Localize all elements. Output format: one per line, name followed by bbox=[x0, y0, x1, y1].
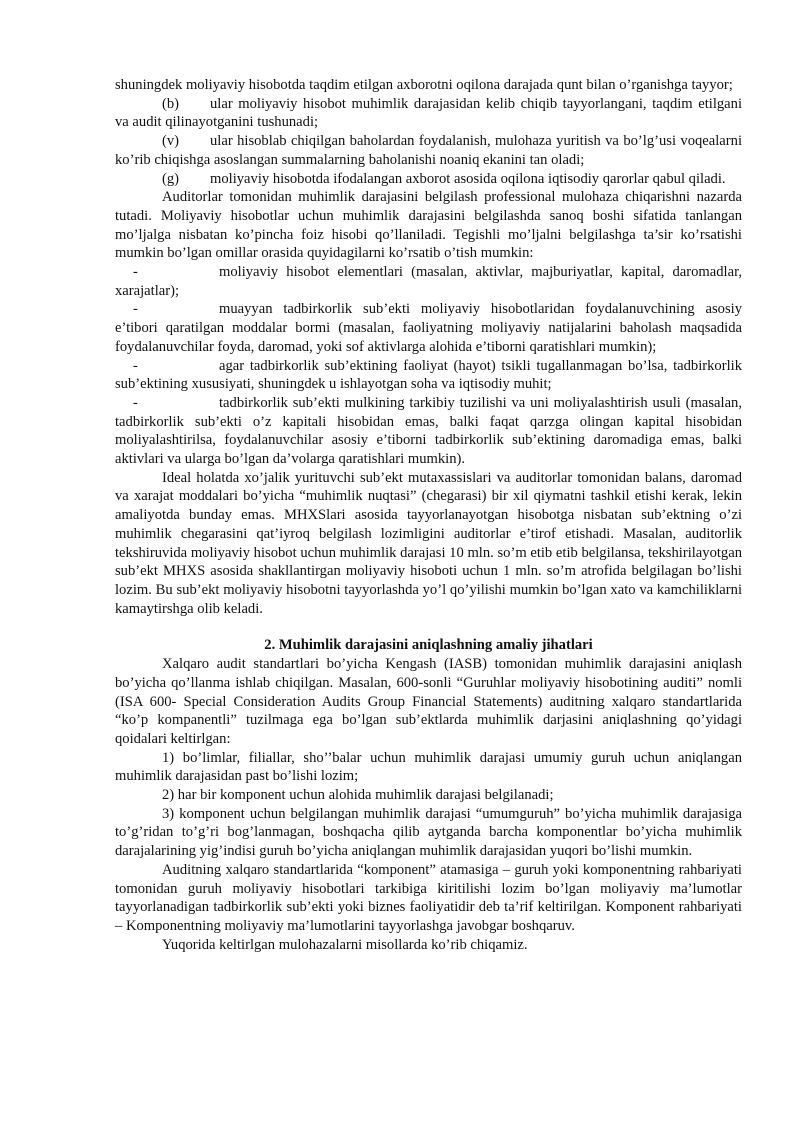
dash-marker: - bbox=[133, 264, 138, 281]
dash-item-text: moliyaviy hisobot elementlari (masalan, aktivlar, majburiyatlar, kapital, daromadlar, xarajatlar); bbox=[115, 264, 742, 299]
section-heading: 2. Muhimlik darajasini aniqlashning amaliy jihatlari bbox=[264, 637, 593, 654]
dash-item bbox=[115, 357, 742, 394]
document-page bbox=[115, 76, 742, 954]
component-paragraph: Auditning xalqaro standartlarida “komponent” atamasiga – guruh yoki komponentning rahbariyati tomonidan guruh moliyaviy hisobotlari tarkibiga kiritilishi lozim bo’lgan moliyaviy ma’lumotlar tayyorlanadigan tadbirkorlik sub’ekti yoki biznes faoliyatidir deb ta’rif keltirilgan. Komponent rahbariyati – Komponentning moliyaviy ma’lumotlarini tayyorlashga javobgar boshqaruv. bbox=[115, 861, 742, 934]
dash-item bbox=[115, 263, 742, 300]
intro-paragraph: shuningdek moliyaviy hisobotda taqdim etilgan axborotni oqilona darajada qunt bilan o’rganishga tayyor; bbox=[115, 77, 733, 93]
list-item-text: moliyaviy hisobotda ifodalangan axborot asosida oqilona iqtisodiy qarorlar qabul qiladi. bbox=[210, 170, 726, 187]
list-item-label: (g) bbox=[162, 170, 180, 187]
dash-marker: - bbox=[133, 357, 138, 374]
dash-item-text: tadbirkorlik sub’ekti mulkining tarkibiy tuzilishi va uni moliyalashtirish usuli (masalan, tadbirkorlik sub’ekti o’z kapitali hisobidan emas, balki faqat qarzga olingan kapital hisobidan moliyalashtirilsa, foydalanuvchilar asosiy e’tiborni tadbirkorlik sub’ektining daromadiga emas, balki aktivlari va ularga bo’lgan da’volarga qaratishlari mumkin). bbox=[115, 394, 742, 468]
ideal-paragraph: Ideal holatda xo’jalik yurituvchi sub’ekt mutaxassislari va auditorlar tomonidan balans, daromad va xarajat moddalari bo’yicha “muhimlik nuqtasi” (chegarasi) bir xil qiymatni tashkil etishi kerak, lekin amaliyotda bunday emas. MHXSlari asosida tayyorlanayotgan hisobotga nisbatan sub’ektning o’zi muhimlik chegarasini qat’iyroq belgilash lozimligini auditorlar e’tirof etishadi. Masalan, auditorlik tekshiruvida moliyaviy hisobot uchun muhimlik darajasi 10 mln. so’m etib etib belgilansa, tekshirilayotgan sub’ekt MHXS asosida shakllantirgan moliyaviy hisoboti uchun 1 mln. so’m atrofida belgilagan bo’lishi lozim. Bu sub’ekt moliyaviy hisobotni tayyorlashda yo’l qo’yilishi mumkin bo’lgan xato va kamchiliklarni kamaytirshga olib keladi. bbox=[115, 469, 742, 617]
dash-item bbox=[115, 300, 742, 356]
auditors-paragraph: Auditorlar tomonidan muhimlik darajasini belgilash professional mulohaza chiqarishni nazarda tutadi. Moliyaviy hisobotlar uchun muhimlik darajasini belgilashda sanoq boshi sifatida tanlangan mo’ljalga nisbatan ko’pincha foiz hisobi qo’llaniladi. Tegishli mo’ljalni belgilashga ta’sir ko’rsatishi mumkin bo’lgan omillar orasida quyidagilarni ko’rsatib o’tish mumkin: bbox=[115, 189, 742, 262]
list-item-label: (b) bbox=[162, 95, 180, 112]
list-item bbox=[115, 170, 742, 189]
rule-item: 1) bo’limlar, filiallar, sho’’balar uchun muhimlik darajasi umumiy guruh uchun aniqlangan muhimlik darajasidan past bo’lishi lozim; bbox=[115, 749, 742, 785]
final-paragraph: Yuqorida keltirlgan mulohazalarni misollarda ko’rib chiqamiz. bbox=[162, 936, 528, 953]
list-item bbox=[115, 95, 742, 132]
list-item-text: ular moliyaviy hisobot muhimlik darajasidan kelib chiqib tayyorlangani, taqdim etilgani va audit qilinayotganini tushunadi; bbox=[115, 95, 742, 131]
dash-marker: - bbox=[133, 394, 138, 411]
list-item-label: (v) bbox=[162, 133, 180, 150]
dash-marker: - bbox=[133, 301, 138, 318]
list-item bbox=[115, 132, 742, 169]
dash-item-text: muayyan tadbirkorlik sub’ekti moliyaviy hisobotlaridan foydalanuvchining asosiy e’tibori qaratilgan moddalar bormi (masalan, faoliyatning moliyaviy natijalarini baholash maqsadida foydalanuvchilar foyda, daromad, yoki sof aktivlarga alohida e’tiborni qaratishlari mumkin); bbox=[115, 301, 742, 355]
rule-item: 2) har bir komponent uchun alohida muhimlik darajasi belgilanadi; bbox=[162, 787, 554, 804]
rule-item: 3) komponent uchun belgilangan muhimlik darajasi “umumguruh” bo’yicha muhimlik darajasiga to’g’ridan to’g’ri bog’lanmagan, boshqacha qilib aytganda barcha komponentlar bo’yicha muhimlik darajalarining yig’indisi guruh bo’yicha aniqlangan muhimlik darajasidan yuqori bo’lishi mumkin. bbox=[115, 805, 742, 860]
dash-item bbox=[115, 394, 742, 469]
list-item-text: ular hisoblab chiqilgan baholardan foydalanish, mulohaza yuritish va bo’lg’usi voqealarni ko’rib chiqishga asoslangan summalarning baholanishi noaniq ekanini tan oladi; bbox=[115, 133, 742, 168]
dash-item-text: agar tadbirkorlik sub’ektining faoliyat (hayot) tsikli tugallanmagan bo’lsa, tadbirkorlik sub’ektining xususiyati, shuningdek u ishlayotgan soha va iqtisodiy muhit; bbox=[115, 357, 742, 393]
iasb-paragraph: Xalqaro audit standartlari bo’yicha Kengash (IASB) tomonidan muhimlik darajasini aniqlash bo’yicha qo’llanma ishlab chiqilgan. Masalan, 600-sonli “Guruhlar moliyaviy hisobotining auditi” nomli (ISA 600- Special Consideration Audits Group Financial Statements) auditning xalqaro standartlarida “ko’p kompanentli” tuzilmaga ega bo’lgan sub’ektlarda muhimlik darjasini aniqlashning qo’yidagi qoidalari keltirlgan: bbox=[115, 656, 742, 747]
